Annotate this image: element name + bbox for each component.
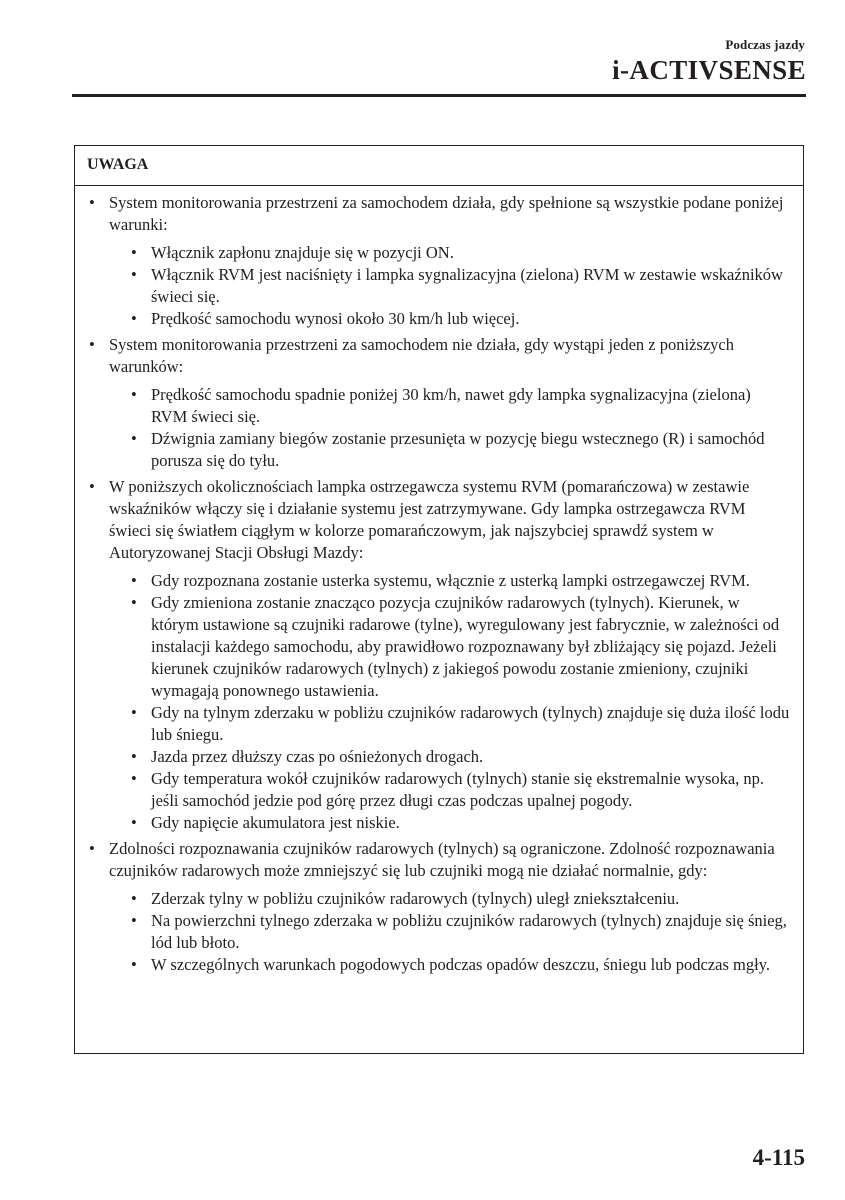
note-item-text: System monitorowania przestrzeni za samochodem nie działa, gdy wystąpi jeden z poniższych warunków:: [109, 335, 734, 376]
note-subitem: • Na powierzchni tylnego zderzaka w pobliżu czujników radarowych (tylnych) znajduje się śnieg, lód lub błoto.: [131, 910, 791, 954]
note-subitem: • Prędkość samochodu spadnie poniżej 30 km/h, nawet gdy lampka sygnalizacyjna (zielona) RVM świeci się.: [131, 384, 791, 428]
header-rule: [72, 94, 806, 97]
note-box: [74, 145, 804, 1054]
note-item: [89, 334, 791, 472]
chapter-title: i-ACTIVSENSE: [612, 55, 806, 85]
note-subitem: • Dźwignia zamiany biegów zostanie przesunięta w pozycję biegu wstecznego (R) i samochód porusza się do tyłu.: [131, 428, 791, 472]
note-item-text: System monitorowania przestrzeni za samochodem działa, gdy spełnione są wszystkie podane poniżej warunki:: [109, 193, 784, 234]
note-sublist: [109, 888, 791, 976]
note-subitem: • Włącznik zapłonu znajduje się w pozycji ON.: [131, 242, 791, 264]
section-label: Podczas jazdy: [725, 37, 805, 52]
note-subitem: • Zderzak tylny w pobliżu czujników radarowych (tylnych) uległ zniekształceniu.: [131, 888, 791, 910]
note-subitem: • Gdy rozpoznana zostanie usterka systemu, włącznie z usterką lampki ostrzegawczej RVM.: [131, 570, 791, 592]
note-subitem: • W szczególnych warunkach pogodowych podczas opadów deszczu, śniegu lub podczas mgły.: [131, 954, 791, 976]
note-sublist: [109, 570, 791, 834]
note-item: [89, 838, 791, 976]
note-sublist: [109, 242, 791, 330]
note-subitem: • Gdy zmieniona zostanie znacząco pozycja czujników radarowych (tylnych). Kierunek, w którym ustawione są czujniki radarowe (tylne), wyregulowany jest fabrycznie, w zależności od instalacji każdego samochodu, aby prawidłowo rozpoznawany był zbliżający się pojazd. Jeżeli kierunek czujników radarowych (tylnych) z jakiegoś powodu zostanie zmieniony, czujniki wymagają ponownego ustawienia.: [131, 592, 791, 702]
note-body: [75, 186, 803, 976]
note-subitem: • Prędkość samochodu wynosi około 30 km/h lub więcej.: [131, 308, 791, 330]
note-sublist: [109, 384, 791, 472]
note-subitem: • Jazda przez dłuższy czas po ośnieżonych drogach.: [131, 746, 791, 768]
note-list: [89, 192, 791, 976]
note-subitem: • Gdy temperatura wokół czujników radarowych (tylnych) stanie się ekstremalnie wysoka, np. jeśli samochód jedzie pod górę przez długi czas podczas upalnej pogody.: [131, 768, 791, 812]
note-subitem: • Włącznik RVM jest naciśnięty i lampka sygnalizacyjna (zielona) RVM w zestawie wskaźników świeci się.: [131, 264, 791, 308]
note-item-text: W poniższych okolicznościach lampka ostrzegawcza systemu RVM (pomarańczowa) w zestawie wskaźników włączy się i działanie systemu jest zatrzymywane. Gdy lampka ostrzegawcza RVM świeci się światłem ciągłym w kolorze pomarańczowym, jak najszybciej sprawdź system w Autoryzowanej Stacji Obsługi Mazdy:: [109, 477, 750, 562]
note-subitem: • Gdy napięcie akumulatora jest niskie.: [131, 812, 791, 834]
note-item: [89, 192, 791, 330]
note-label: UWAGA: [75, 146, 803, 186]
note-subitem: • Gdy na tylnym zderzaku w pobliżu czujników radarowych (tylnych) znajduje się duża ilość lodu lub śniegu.: [131, 702, 791, 746]
note-item-text: Zdolności rozpoznawania czujników radarowych (tylnych) są ograniczone. Zdolność rozpoznawania czujników radarowych może zmniejszyć się lub czujniki mogą nie działać normalnie, gdy:: [109, 839, 775, 880]
page-number: 4-115: [752, 1145, 805, 1170]
note-item: [89, 476, 791, 834]
